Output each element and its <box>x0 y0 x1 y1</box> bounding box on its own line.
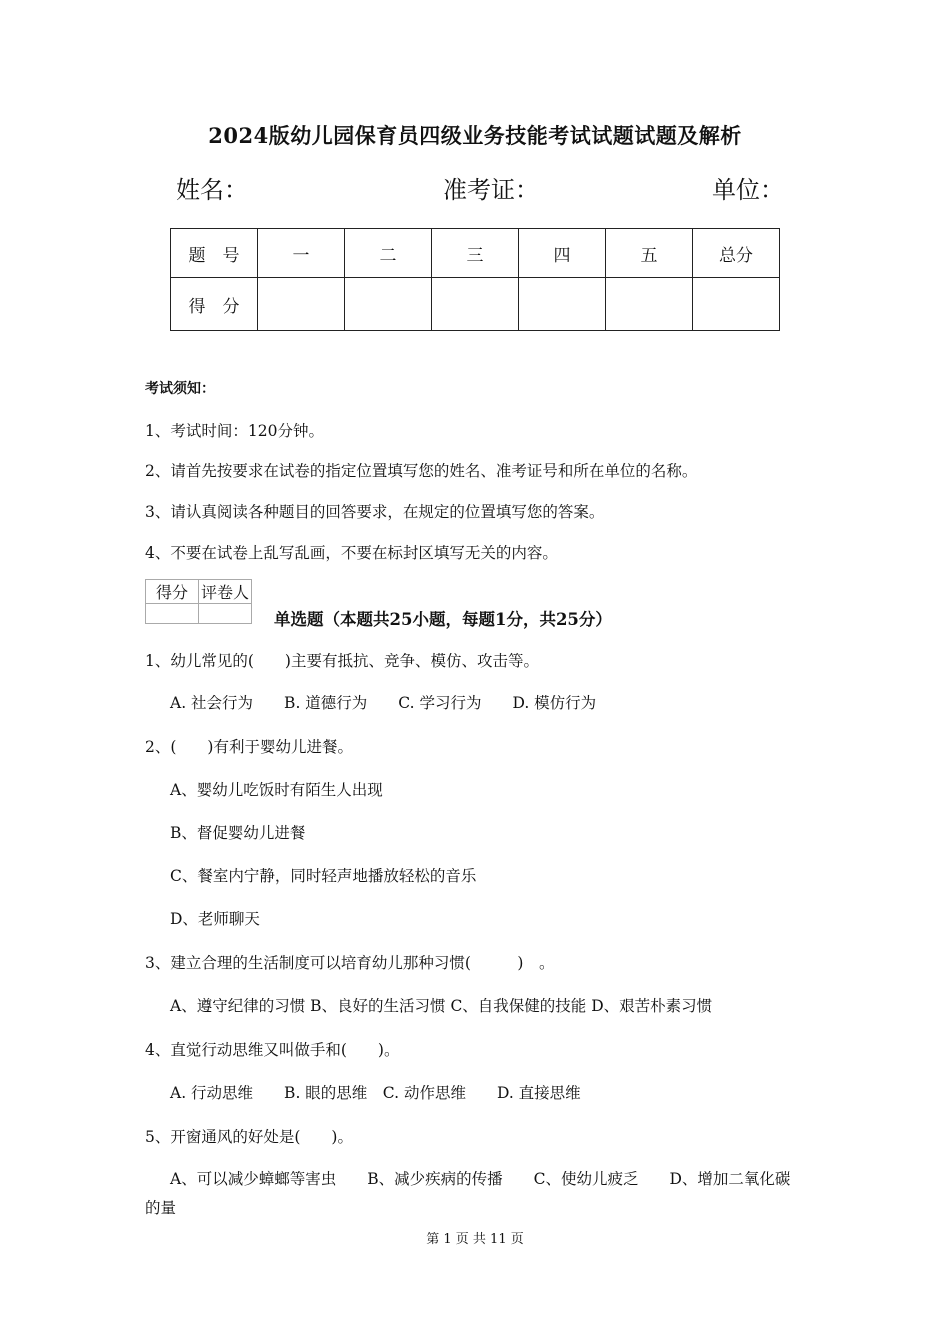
question-5: 5、开窗通风的好处是( )。 <box>145 1128 353 1146</box>
score-input-cell[interactable] <box>345 278 432 331</box>
grader-score-label: 得分 <box>146 580 199 604</box>
score-header-cell: 四 <box>519 229 606 278</box>
notice-item: 1、考试时间：120分钟。 <box>145 422 324 440</box>
question-3: 3、建立合理的生活制度可以培育幼儿那种习惯( ) 。 <box>145 954 555 972</box>
grader-reviewer-label: 评卷人 <box>199 580 252 604</box>
score-header-cell: 一 <box>258 229 345 278</box>
score-input-cell[interactable] <box>693 278 780 331</box>
question-1-options: A. 社会行为 B. 道德行为 C. 学习行为 D. 模仿行为 <box>170 694 597 712</box>
grader-score-cell[interactable] <box>146 604 199 624</box>
page-title: 2024版幼儿园保育员四级业务技能考试试题试题及解析 <box>208 123 742 148</box>
notice-item: 2、请首先按要求在试卷的指定位置填写您的姓名、准考证号和所在单位的名称。 <box>145 462 698 480</box>
question-2-option-b: B、督促婴幼儿进餐 <box>170 824 306 842</box>
grader-reviewer-cell[interactable] <box>199 604 252 624</box>
notice-item: 3、请认真阅读各种题目的回答要求，在规定的位置填写您的答案。 <box>145 503 605 521</box>
score-input-cell[interactable] <box>519 278 606 331</box>
question-3-options: A、遵守纪律的习惯 B、良好的生活习惯 C、自我保健的技能 D、艰苦朴素习惯 <box>170 997 713 1015</box>
score-input-cell[interactable] <box>258 278 345 331</box>
question-1: 1、幼儿常见的( )主要有抵抗、竞争、模仿、攻击等。 <box>145 652 539 670</box>
score-header-cell: 三 <box>432 229 519 278</box>
score-table-header-row <box>171 229 780 278</box>
score-table <box>170 228 780 331</box>
question-4: 4、直觉行动思维又叫做手和( )。 <box>145 1041 400 1059</box>
score-input-cell[interactable] <box>606 278 693 331</box>
question-5-options: A、可以减少蟑螂等害虫 B、减少疾病的传播 C、使幼儿疲乏 D、增加二氧化碳 <box>170 1170 791 1188</box>
unit-field-label: 单位： <box>712 176 784 204</box>
section-title: 单选题（本题共25小题，每题1分，共25分） <box>274 610 612 629</box>
notice-heading: 考试须知： <box>145 381 215 397</box>
question-2-option-a: A、婴幼儿吃饭时有陌生人出现 <box>170 781 383 799</box>
page-footer: 第 1 页 共 11 页 <box>426 1232 524 1247</box>
score-header-cell: 二 <box>345 229 432 278</box>
notice-item: 4、不要在试卷上乱写乱画，不要在标封区填写无关的内容。 <box>145 544 558 562</box>
question-2-option-c: C、餐室内宁静，同时轻声地播放轻松的音乐 <box>170 867 477 885</box>
score-input-cell[interactable] <box>432 278 519 331</box>
score-header-cell: 五 <box>606 229 693 278</box>
score-header-cell: 总分 <box>693 229 780 278</box>
question-2: 2、( )有利于婴幼儿进餐。 <box>145 738 353 756</box>
question-4-options: A. 行动思维 B. 眼的思维 C. 动作思维 D. 直接思维 <box>170 1084 581 1102</box>
name-field-label: 姓名： <box>176 176 248 204</box>
score-header-cell: 题 号 <box>171 229 258 278</box>
score-table-score-row <box>171 278 780 331</box>
grader-box <box>145 579 252 624</box>
score-row-label: 得 分 <box>171 278 258 331</box>
exam-id-field-label: 准考证： <box>443 176 539 204</box>
question-5-options-continued: 的量 <box>145 1199 177 1217</box>
question-2-option-d: D、老师聊天 <box>170 910 260 928</box>
